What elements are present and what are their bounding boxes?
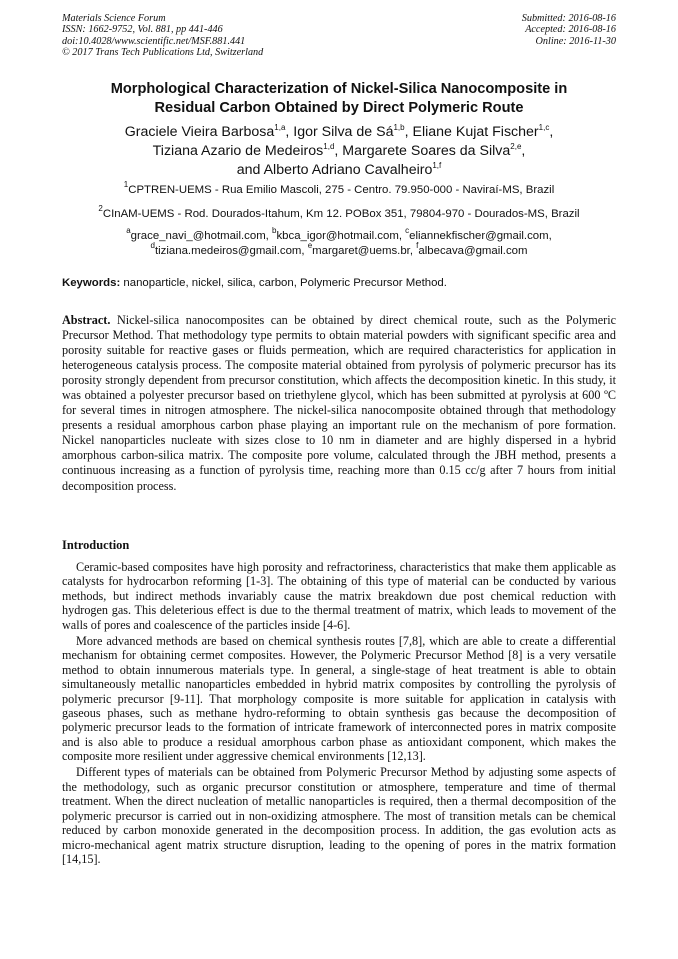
email-line-1 — [62, 226, 616, 244]
email-sup: d — [150, 240, 155, 250]
affiliation-1 — [62, 180, 616, 197]
abstract-text: Nickel-silica nanocomposites can be obtained by direct chemical route, such as the Polymeric Precursor Method. That methodology type permits to obtain material powders with significant specific area and porosity suitable for reactive gases or fluids permeation, which are required characteristics for application in heterogeneous catalysis process. The composite material obtained from pyrolysis of polymeric precursor has its porosity strongly dependent from precursor constitution, which affects the decomposition kinetic. In this study, it was obtained a polyester precursor based on triethylene glycol, which has been submitted at pyrolysis at 600 ºC for several times in nitrogen atmosphere. The nickel-silica nanocomposite obtained through that methodology presents a residual amorphous carbon phase playing an important rule on the mechanism of pore formation. Nickel nanoparticles nucleate with sizes close to 10 nm in diameter and are highly dispersed in a hybrid amorphous carbon-silica matrix. The composite pore volume, calculated through the JBH method, presents a continuous increasing as a function of pyrolysis time, reaching more than 0.15 cc/g after 7 hours from initial decomposition process. — [62, 313, 616, 493]
author-sep: , — [285, 124, 294, 140]
author-sep: , — [334, 143, 343, 159]
introduction-body — [62, 560, 616, 868]
affiliation-text: CInAM-UEMS - Rod. Dourados-Itahum, Km 12. POBox 351, 79804-970 - Dourados-MS, Brazil — [102, 208, 580, 220]
email-link[interactable]: margaret@uems.br, — [312, 244, 417, 257]
author-name: Alberto Adriano Cavalheiro — [263, 162, 433, 178]
title-line-1: Morphological Characterization of Nickel-Silica Nanocomposite in — [110, 81, 568, 97]
abstract — [62, 313, 616, 494]
email-sup: b — [272, 226, 277, 235]
author-line-1 — [62, 123, 616, 142]
author-line-3 — [62, 161, 616, 180]
author-sup: 1,c — [538, 123, 550, 132]
email-sup: e — [307, 240, 313, 250]
journal-header — [62, 13, 263, 59]
email-link[interactable]: albecava@gmail.com — [418, 244, 528, 257]
affiliation-sup: 2 — [98, 204, 103, 213]
online-date: Online: 2016-11-30 — [535, 35, 616, 47]
author-sup: 1,f — [432, 161, 442, 170]
author-prefix: and — [236, 162, 264, 178]
accepted-date: Accepted: 2016-08-16 — [525, 24, 616, 36]
email-link[interactable]: kbca_igor@hotmail.com, — [276, 230, 406, 242]
affiliation-text: CPTREN-UEMS - Rua Emilio Mascoli, 275 - Centro. 79.950-000 - Naviraí-MS, Brazil — [128, 184, 555, 196]
keywords — [62, 276, 616, 290]
email-link[interactable]: tiziana.medeiros@gmail.com, — [154, 244, 308, 257]
author-sep: , — [549, 124, 554, 140]
issn-line: ISSN: 1662-9752, Vol. 881, pp 441-446 — [62, 24, 223, 36]
paper-title — [62, 80, 616, 118]
author-name: Graciele Vieira Barbosa — [124, 124, 275, 140]
email-line-2 — [62, 240, 616, 259]
dates-header — [522, 13, 616, 47]
affiliation-2 — [62, 204, 616, 221]
journal-name: Materials Science Forum — [62, 13, 166, 24]
title-line-2: Residual Carbon Obtained by Direct Polymeric Route — [154, 100, 524, 116]
doi-line[interactable]: doi:10.4028/www.scientific.net/MSF.881.441 — [62, 35, 246, 47]
author-sup: 1,b — [393, 123, 405, 132]
email-link[interactable]: eliannekfischer@gmail.com, — [409, 230, 552, 242]
author-sup: 1,a — [274, 123, 286, 132]
author-sup: 1,d — [323, 142, 335, 151]
author-sep: , — [521, 143, 526, 159]
copyright-line: © 2017 Trans Tech Publications Ltd, Switzerland — [62, 47, 264, 59]
author-sep: , — [404, 124, 413, 140]
author-name: Igor Silva de Sá — [293, 124, 394, 140]
email-sup: a — [126, 226, 131, 235]
section-heading-introduction: Introduction — [62, 538, 130, 552]
author-list — [62, 123, 616, 180]
email-list — [62, 226, 616, 258]
email-sup: c — [405, 226, 410, 235]
intro-paragraph-2: More advanced methods are based on chemical synthesis routes [7,8], which are able to create a differential mechanism for obtaining cermet composites. However, the Polymeric Precursor Method [8] is a very versatile method to obtain innumerous materials type. In general, a single-stage of heat treatment is able to obtain simultaneously metallic nanoparticles embedded in hybrid matrix composites by controlling the pyrolysis of polymeric precursor [9-11]. That morphology composite is more suitable for application in catalysis with gaseous phases, such as methane hydro-reforming to obtain synthesis gas because the decomposition of polymeric precursor leads to the formation of intricate framework of interconnected pores in matrix composite and is also able to produce a residual amorphous carbon phase as antioxidant component, which makes the composite more resilient under aggressive chemical environments [12,13]. — [62, 633, 616, 764]
email-sup: f — [416, 240, 419, 250]
keywords-label: Keywords: — [62, 277, 121, 289]
author-name: Margarete Soares da Silva — [342, 143, 511, 159]
author-line-2 — [62, 142, 616, 161]
email-link[interactable]: grace_navi_@hotmail.com, — [130, 230, 273, 242]
keywords-text: nanoparticle, nickel, silica, carbon, Polymeric Precursor Method. — [120, 277, 447, 289]
intro-paragraph-1: Ceramic-based composites have high porosity and refractoriness, characteristics that make them applicable as catalysts for hydrocarbon reforming [1-3]. The obtaining of this type of material can be conducted by various methods, but indirect methods invariably cause the matrix breakdown due post chemical reduction with hydrogen gas. This deleterious effect is due to the thermal treatment of matrix, which leads to movement of the walls of pores and coalescence of the particles inside [4-6]. — [62, 560, 616, 632]
author-sup: 2,e — [510, 142, 522, 151]
abstract-label: Abstract. — [62, 313, 111, 327]
affiliation-sup: 1 — [123, 180, 129, 189]
author-name: Eliane Kujat Fischer — [412, 124, 539, 140]
author-name: Tiziana Azario de Medeiros — [152, 143, 324, 159]
submitted-date: Submitted: 2016-08-16 — [521, 13, 616, 24]
intro-paragraph-3: Different types of materials can be obtained from Polymeric Precursor Method by adjusting some aspects of the methodology, such as organic precursor constitution or atmosphere, temperature and time of thermal treatment. When the direct nucleation of metallic nanoparticles is required, then a thermal decomposition of the polymeric precursor is carried out in non-oxidizing atmosphere. The most of transition metals can be chemical reduced by carbon monoxide generated in the decomposition process. In addition, the gas evolution acts as micro-mechanical agent matrix structure disruption, leading to the opening of pores in the matrix formation [14,15]. — [62, 765, 616, 867]
